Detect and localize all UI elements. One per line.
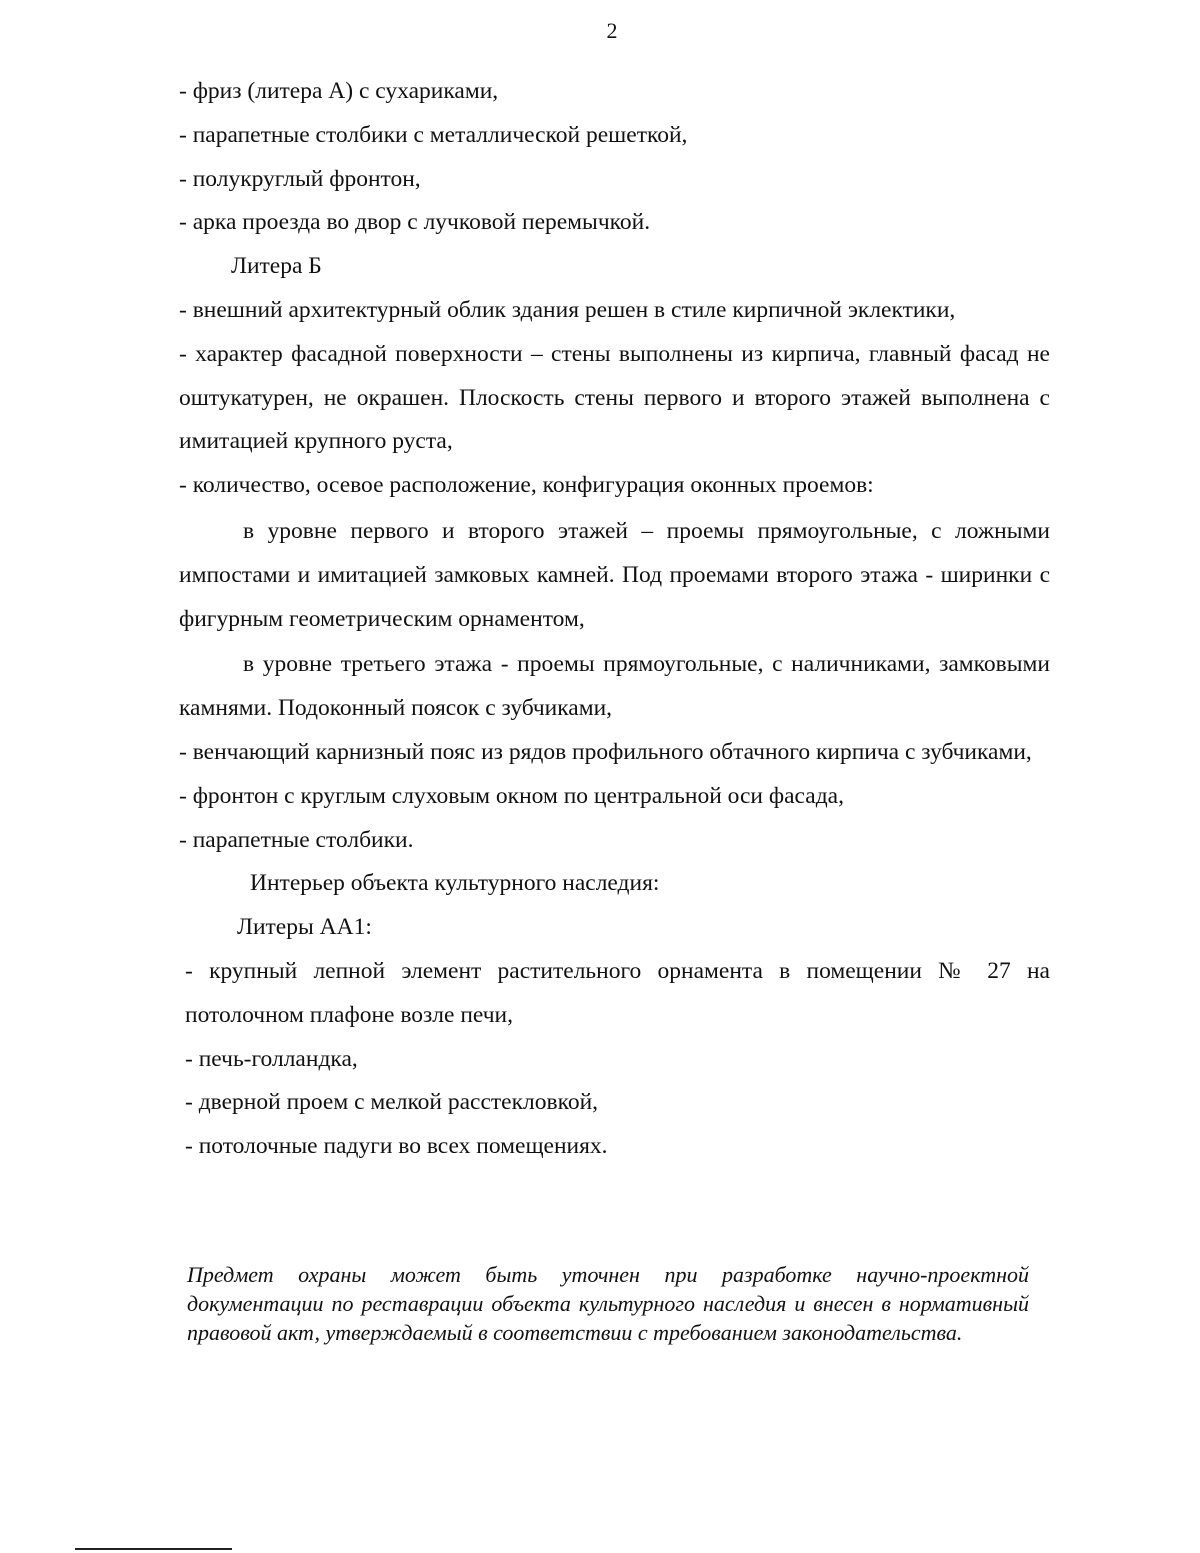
list-item-ceiling-coves: - потолочные падуги во всех помещениях.	[185, 1133, 608, 1160]
list-item-architectural-appearance: - внешний архитектурный облик здания решен в стиле кирпичной эклектики,	[179, 296, 956, 323]
list-item-facade-surface: - характер фасадной поверхности – стены выполнены из кирпича, главный фасад не оштукатурен, не окрашен. Плоскость стены первого и второго этажей выполнена с имитацией крупного руста,	[179, 340, 1050, 455]
list-item-arch-passage: - арка проезда во двор с лучковой перемычкой.	[179, 209, 651, 236]
list-item-door-opening: - дверной проем с мелкой расстекловкой,	[185, 1089, 599, 1116]
document-body	[179, 70, 1050, 1169]
section-heading-litery-aa1: Литеры АА1:	[237, 914, 372, 941]
paragraph-first-second-floor	[179, 510, 1050, 641]
page-number: 2	[606, 18, 618, 43]
list-item-cornice-belt: - венчающий карнизный пояс из рядов профильного обтачного кирпича с зубчиками,	[179, 738, 1032, 765]
section-heading-interior: Интерьер объекта культурного наследия:	[250, 870, 660, 897]
list-item-dutch-stove: - печь-голландка,	[185, 1045, 358, 1072]
paragraph-first-second-floor-text: в уровне первого и второго этажей – проемы прямоугольные, с ложными импостами и имитацией замковых камней. Под проемами второго этажа - ширинки с фигурным геометрическим орнаментом,	[179, 517, 1050, 632]
list-item-friz: - фриз (литера А) с сухариками,	[179, 78, 499, 104]
paragraph-third-floor-text: в уровне третьего этажа - проемы прямоугольные, с наличниками, замковыми камнями. Подоконный поясок с зубчиками,	[179, 651, 1050, 722]
list-item-parapet-posts-grille: - парапетные столбики с металлической решеткой,	[179, 121, 688, 148]
list-item-window-openings: - количество, осевое расположение, конфигурация оконных проемов:	[179, 472, 874, 499]
list-item-pediment-dormer: - фронтон с круглым слуховым окном по центральной оси фасада,	[179, 782, 844, 809]
list-item-stucco-element: - крупный лепной элемент растительного орнамента в помещении № 27 на потолочном плафоне возле печи,	[185, 957, 1050, 1028]
paragraph-third-floor	[179, 643, 1050, 731]
protection-note: Предмет охраны может быть уточнен при разработке научно-проектной документации по реставрации объекта культурного наследия и внесен в нормативный правовой акт, утверждаемый в соответствии с требованием законодательства.	[187, 1262, 1029, 1345]
list-item-semicircular-pediment: - полукруглый фронтон,	[179, 165, 421, 192]
list-item-parapet-posts: - парапетные столбики.	[179, 826, 414, 853]
footer-rule	[75, 1548, 232, 1550]
section-heading-litera-b: Литера Б	[231, 253, 322, 280]
